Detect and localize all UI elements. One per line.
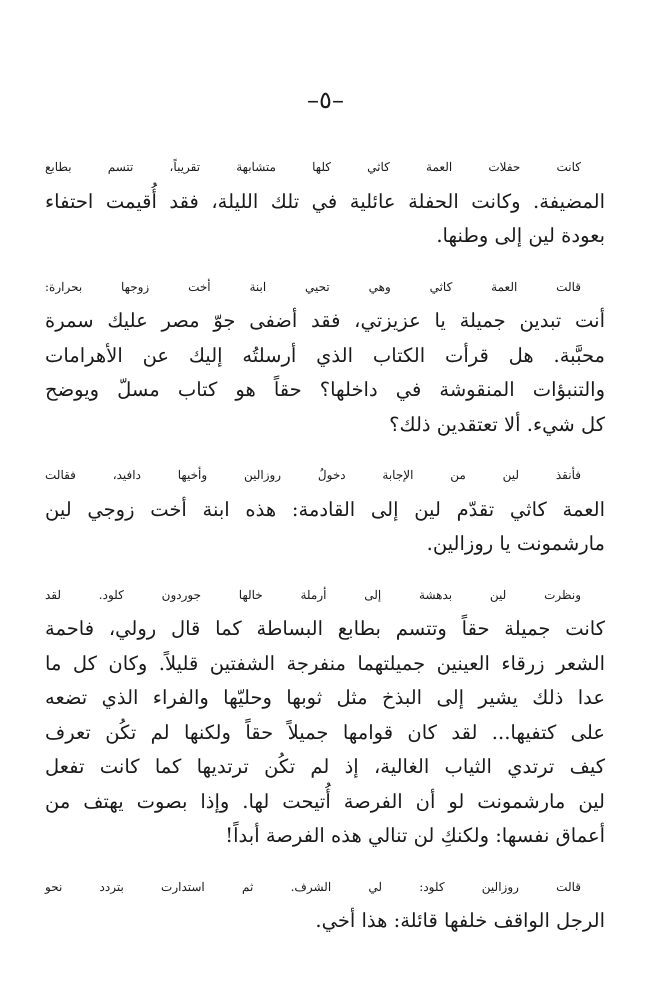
text-line: والتنبؤات المنقوشة في داخلها؟ حقاً هو كتاب مسلّ ويوضح bbox=[45, 378, 605, 401]
text-line: لين مارشمونت لو أن الفرصة أُتيحت لها. وإذا بصوت يهتف من bbox=[45, 789, 605, 813]
text-line: عدا ذلك يشير إلى البذخ مثل ثوبها وحليّها والفراء الذي تضعه bbox=[45, 686, 605, 709]
text-line: كانت جميلة حقاً وتتسم بطابع البساطة كما قال رولي، فاحمة bbox=[45, 617, 605, 640]
text-line: مارشمونت يا روزالين. bbox=[426, 532, 605, 555]
text-line: الرجل الواقف خلفها قائلة: هذا أخي. bbox=[315, 909, 605, 932]
text-line: كانت حفلات العمة كاثي كلها متشابهة تقريباً، تتسم بطابع bbox=[45, 160, 581, 174]
text-line: محبَّبة. هل قرأت الكتاب الذي أرسلتُه إليك عن الأهرامات bbox=[45, 343, 605, 367]
text-line: على كتفيها... لقد كان قوامها جميلاً حقاً ولكنها لم تكُن تعرف bbox=[45, 720, 605, 744]
paragraph-5 bbox=[45, 870, 605, 939]
text-line: قالت العمة كاثي وهي تحيي ابنة أخت زوجها بحرارة: bbox=[45, 279, 581, 294]
text-line: قالت روزالين كلود: لي الشرف. ثم استدارت بتردد نحو bbox=[45, 879, 581, 894]
text-line: فأنقذ لين من الإجابة دخولُ روزالين وأخيها دافيد، فقالت bbox=[45, 468, 581, 482]
page-number: –٥– bbox=[307, 86, 344, 114]
paragraph-3 bbox=[45, 458, 605, 562]
text-line: كيف ترتدي الثياب الغالية، إذ لم تكُن ترتديها كما كانت تفعل bbox=[45, 755, 605, 778]
text-line: أنت تبدين جميلة يا عزيزتي، فقد أضفى جوّ مصر عليك سمرة bbox=[45, 309, 605, 332]
text-line: المضيفة. وكانت الحفلة عائلية في تلك الليلة، فقد أُقيمت احتفاء bbox=[45, 189, 605, 213]
text-line: كل شيء. ألا تعتقدين ذلك؟ bbox=[389, 412, 605, 436]
body-text bbox=[45, 150, 605, 955]
text-line: ونظرت لين بدهشة إلى أرملة خالها جوردون كلود. لقد bbox=[45, 587, 581, 602]
text-line: العمة كاثي تقدّم لين إلى القادمة: هذه ابنة أخت زوجي لين bbox=[45, 497, 605, 521]
paragraph-4 bbox=[45, 578, 605, 854]
text-line: الشعر زرقاء العينين جميلتهما منفرجة الشفتين قليلاً. وكان كل ما bbox=[45, 651, 605, 675]
paragraph-2 bbox=[45, 270, 605, 443]
text-line: بعودة لين إلى وطنها. bbox=[436, 224, 605, 247]
text-line: أعماق نفسها: ولكنكِ لن تنالي هذه الفرصة أبداً! bbox=[225, 824, 605, 847]
paragraph-1 bbox=[45, 150, 605, 254]
